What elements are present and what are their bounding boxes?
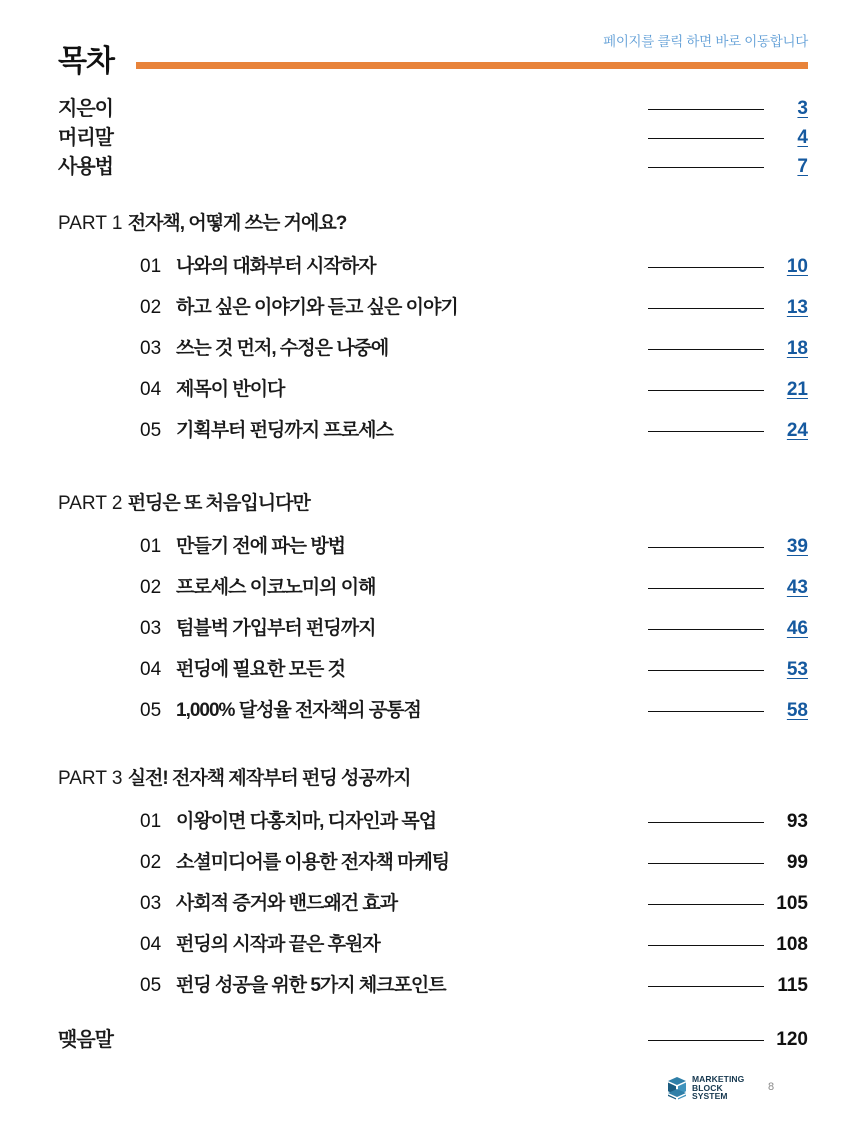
toc-entry-label: 만들기 전에 파는 방법 [176,536,346,557]
toc-entry-front-1[interactable] [58,95,808,123]
toc-entry-part1-item2[interactable] [140,294,808,322]
leader-line [648,588,764,589]
toc-entry-number: 02 [140,852,162,873]
toc-header [58,40,808,86]
part-title: 전자책, 어떻게 쓰는 거에요? [127,213,347,234]
leader-line [648,138,764,139]
part-heading-3 [58,763,410,793]
toc-entry-number: 02 [140,577,162,598]
toc-entry-closing[interactable] [58,1026,808,1054]
toc-entry-label: 사회적 증거와 밴드왜건 효과 [176,893,398,914]
leader-line [648,390,764,391]
toc-entry-part2-item3[interactable] [140,615,808,643]
leader-line [648,308,764,309]
page-number: 108 [776,934,808,955]
toc-entry-label: 머리말 [58,127,113,149]
leader-line [648,670,764,671]
page-number: 120 [776,1029,808,1050]
page-title: 목차 [58,45,114,78]
part-title: 펀딩은 또 처음입니다만 [127,493,310,514]
toc-entry-label: 하고 싶은 이야기와 듣고 싶은 이야기 [176,297,458,318]
page-number: 93 [786,811,808,832]
toc-entry-label: 소셜미디어를 이용한 전자책 마케팅 [176,852,450,873]
part-heading-1 [58,208,346,238]
page-number: 105 [776,893,808,914]
toc-entry-label: 맺음말 [58,1029,113,1051]
page-number-link[interactable]: 24 [786,420,808,441]
page-number-link[interactable]: 46 [786,618,808,639]
leader-line [648,167,764,168]
page-number-link[interactable]: 10 [786,256,808,277]
page-number-link[interactable]: 53 [786,659,808,680]
toc-entry-label: 나와의 대화부터 시작하자 [176,256,376,277]
leader-line [648,109,764,110]
page-number-link[interactable]: 7 [797,156,808,177]
brand-line-3: SYSTEM [692,1091,728,1102]
brand-line-1: MARKETING [692,1074,745,1084]
toc-entry-number: 04 [140,934,162,955]
click-hint-text: 페이지를 클릭 하면 바로 이동합니다 [603,34,808,49]
toc-entry-label: 제목이 반이다 [176,379,285,400]
part-label: PART 1 [58,213,128,234]
toc-entry-label: 1,000% 달성율 전자책의 공통점 [176,700,421,721]
toc-entry-label: 지은이 [58,98,113,120]
accent-bar [136,62,808,69]
page-number-link[interactable]: 3 [797,98,808,119]
toc-entry-front-2[interactable] [58,124,808,152]
cube-blocks-icon [666,1076,688,1100]
toc-entry-label: 쓰는 것 먼저, 수정은 나중에 [176,338,389,359]
toc-entry-part3-item5[interactable] [140,972,808,1000]
toc-entry-number: 03 [140,618,162,639]
leader-line [648,863,764,864]
brand-logo-text [692,1075,744,1101]
toc-entry-part1-item5[interactable] [140,417,808,445]
part-label: PART 2 [58,493,128,514]
leader-line [648,431,764,432]
toc-entry-number: 04 [140,379,162,400]
page-number-link[interactable]: 13 [786,297,808,318]
toc-entry-label: 펀딩의 시작과 끝은 후원자 [176,934,380,955]
brand-line-2: BLOCK [692,1082,723,1093]
toc-entry-part1-item1[interactable] [140,253,808,281]
toc-entry-number: 01 [140,256,162,277]
leader-line [648,945,764,946]
page-number-link[interactable]: 58 [786,700,808,721]
page-number-link[interactable]: 4 [797,127,808,148]
brand-logo [666,1075,744,1101]
toc-entry-part3-item2[interactable] [140,849,808,877]
footer-page-number: 8 [768,1081,775,1093]
toc-entry-part3-item4[interactable] [140,931,808,959]
leader-line [648,349,764,350]
part-title: 실전! 전자책 제작부터 펀딩 성공까지 [127,768,411,789]
toc-entry-label: 기획부터 펀딩까지 프로세스 [176,420,393,441]
toc-entry-part2-item1[interactable] [140,533,808,561]
page-number-link[interactable]: 18 [786,338,808,359]
part-heading-2 [58,488,310,518]
toc-entry-number: 01 [140,536,162,557]
toc-entry-number: 02 [140,297,162,318]
leader-line [648,629,764,630]
page-number-link[interactable]: 39 [786,536,808,557]
toc-entry-front-3[interactable] [58,153,808,181]
toc-entry-part3-item3[interactable] [140,890,808,918]
toc-entry-part2-item2[interactable] [140,574,808,602]
toc-entry-number: 05 [140,420,162,441]
toc-entry-label: 펀딩에 필요한 모든 것 [176,659,346,680]
toc-entry-number: 05 [140,700,162,721]
toc-entry-label: 프로세스 이코노미의 이해 [176,577,376,598]
page-number-link[interactable]: 21 [786,379,808,400]
toc-entry-number: 03 [140,893,162,914]
part-label: PART 3 [58,768,128,789]
toc-entry-number: 01 [140,811,162,832]
toc-entry-part2-item5[interactable] [140,697,808,725]
page-footer [0,1067,853,1107]
leader-line [648,986,764,987]
toc-entry-part1-item3[interactable] [140,335,808,363]
leader-line [648,711,764,712]
toc-entry-label: 이왕이면 다홍치마, 디자인과 목업 [176,811,437,832]
leader-line [648,1040,764,1041]
toc-entry-part3-item1[interactable] [140,808,808,836]
leader-line [648,547,764,548]
toc-entry-part1-item4[interactable] [140,376,808,404]
leader-line [648,904,764,905]
page-number-link[interactable]: 43 [786,577,808,598]
toc-entry-number: 05 [140,975,162,996]
leader-line [648,267,764,268]
leader-line [648,822,764,823]
toc-entry-label: 사용법 [58,156,113,178]
page-number: 99 [786,852,808,873]
page-number: 115 [777,975,808,996]
toc-entry-part2-item4[interactable] [140,656,808,684]
toc-entry-number: 04 [140,659,162,680]
toc-entry-number: 03 [140,338,162,359]
toc-entry-label: 펀딩 성공을 위한 5가지 체크포인트 [176,975,446,996]
toc-entry-label: 텀블벅 가입부터 펀딩까지 [176,618,376,639]
